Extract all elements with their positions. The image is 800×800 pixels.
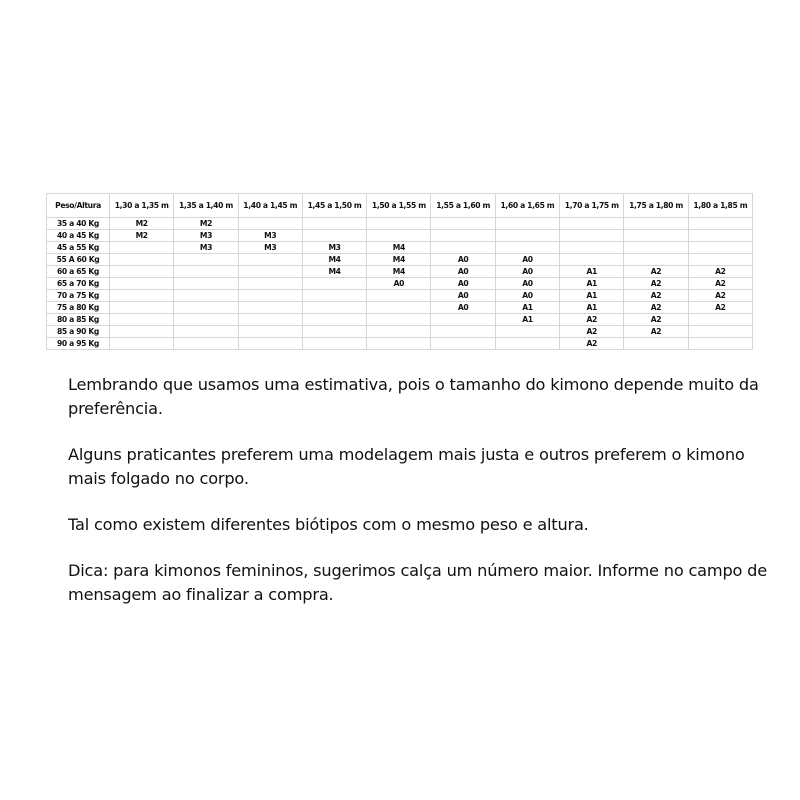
size-cell: [560, 218, 624, 230]
size-cell: A0: [495, 290, 559, 302]
weight-cell: 35 a 40 Kg: [47, 218, 110, 230]
size-cell: M2: [110, 230, 174, 242]
size-cell: A0: [431, 302, 495, 314]
size-cell: [367, 314, 431, 326]
size-cell: [688, 254, 752, 266]
size-cell: [302, 326, 366, 338]
size-cell: M3: [238, 230, 302, 242]
size-cell: A2: [624, 278, 688, 290]
size-cell: [624, 242, 688, 254]
size-cell: [367, 326, 431, 338]
size-cell: M3: [238, 242, 302, 254]
size-cell: [431, 218, 495, 230]
size-chart-body: [47, 218, 753, 350]
size-cell: [238, 302, 302, 314]
size-cell: [431, 326, 495, 338]
size-cell: M4: [302, 254, 366, 266]
size-cell: M4: [367, 242, 431, 254]
size-cell: A0: [495, 266, 559, 278]
table-row: [47, 290, 753, 302]
weight-cell: 45 a 55 Kg: [47, 242, 110, 254]
size-cell: M4: [367, 254, 431, 266]
size-cell: [174, 302, 238, 314]
size-cell: M3: [302, 242, 366, 254]
size-cell: [302, 278, 366, 290]
size-cell: A2: [688, 278, 752, 290]
size-cell: [431, 230, 495, 242]
header-weight-height: Peso/Altura: [47, 194, 110, 218]
header-height: 1,30 a 1,35 m: [110, 194, 174, 218]
header-height: 1,35 a 1,40 m: [174, 194, 238, 218]
table-row: [47, 266, 753, 278]
size-cell: A1: [560, 290, 624, 302]
size-cell: [688, 218, 752, 230]
size-cell: A2: [688, 290, 752, 302]
size-cell: [174, 338, 238, 350]
size-cell: [495, 218, 559, 230]
header-row: [47, 194, 753, 218]
weight-cell: 90 a 95 Kg: [47, 338, 110, 350]
size-cell: [302, 230, 366, 242]
size-cell: [302, 290, 366, 302]
header-height: 1,80 a 1,85 m: [688, 194, 752, 218]
size-cell: [495, 230, 559, 242]
size-cell: [110, 314, 174, 326]
size-cell: A0: [431, 266, 495, 278]
size-cell: [560, 254, 624, 266]
size-cell: A1: [560, 266, 624, 278]
header-height: 1,45 a 1,50 m: [302, 194, 366, 218]
header-height: 1,75 a 1,80 m: [624, 194, 688, 218]
size-cell: [174, 314, 238, 326]
size-cell: A2: [624, 326, 688, 338]
weight-cell: 65 a 70 Kg: [47, 278, 110, 290]
size-cell: [624, 338, 688, 350]
note-fit-preference: Alguns praticantes preferem uma modelagem mais justa e outros preferem o kimono mais folgado no corpo.: [68, 445, 745, 488]
size-cell: A2: [560, 314, 624, 326]
size-cell: M2: [110, 218, 174, 230]
size-cell: [110, 302, 174, 314]
table-row: [47, 278, 753, 290]
size-cell: A2: [560, 338, 624, 350]
size-cell: A0: [367, 278, 431, 290]
size-cell: A0: [495, 254, 559, 266]
size-cell: [367, 218, 431, 230]
size-cell: A1: [560, 302, 624, 314]
size-cell: A2: [624, 290, 688, 302]
weight-cell: 60 a 65 Kg: [47, 266, 110, 278]
size-cell: [110, 266, 174, 278]
size-cell: [367, 230, 431, 242]
size-cell: [431, 338, 495, 350]
weight-cell: 40 a 45 Kg: [47, 230, 110, 242]
size-cell: [688, 230, 752, 242]
size-cell: [238, 266, 302, 278]
notes-section: [68, 373, 768, 629]
size-cell: M4: [302, 266, 366, 278]
size-cell: [110, 326, 174, 338]
table-row: [47, 254, 753, 266]
table-row: [47, 242, 753, 254]
note-estimate: Lembrando que usamos uma estimativa, pois o tamanho do kimono depende muito da preferência.: [68, 375, 759, 418]
size-chart-table: [46, 193, 753, 350]
size-cell: [367, 302, 431, 314]
size-cell: [624, 254, 688, 266]
size-cell: A2: [688, 266, 752, 278]
size-cell: [688, 242, 752, 254]
size-cell: [174, 290, 238, 302]
size-cell: [560, 242, 624, 254]
size-cell: A2: [624, 266, 688, 278]
size-cell: [174, 254, 238, 266]
size-cell: [624, 218, 688, 230]
size-cell: [688, 338, 752, 350]
weight-cell: 75 a 80 Kg: [47, 302, 110, 314]
header-height: 1,50 a 1,55 m: [367, 194, 431, 218]
size-cell: [238, 338, 302, 350]
size-cell: A2: [688, 302, 752, 314]
table-row: [47, 314, 753, 326]
size-cell: [367, 338, 431, 350]
size-cell: [495, 338, 559, 350]
size-cell: A1: [495, 302, 559, 314]
table-row: [47, 218, 753, 230]
size-cell: A2: [624, 302, 688, 314]
header-height: 1,55 a 1,60 m: [431, 194, 495, 218]
size-cell: [174, 326, 238, 338]
size-cell: [238, 254, 302, 266]
size-cell: [238, 290, 302, 302]
size-cell: [110, 278, 174, 290]
size-cell: [238, 278, 302, 290]
size-cell: [238, 314, 302, 326]
weight-cell: 55 A 60 Kg: [47, 254, 110, 266]
size-cell: [302, 218, 366, 230]
size-cell: [560, 230, 624, 242]
table-row: [47, 302, 753, 314]
size-cell: [688, 326, 752, 338]
size-cell: A0: [431, 254, 495, 266]
size-cell: [302, 302, 366, 314]
size-cell: [495, 326, 559, 338]
size-cell: [110, 242, 174, 254]
note-body-types: Tal como existem diferentes biótipos com o mesmo peso e altura.: [68, 515, 589, 534]
size-cell: A1: [495, 314, 559, 326]
size-cell: A0: [431, 290, 495, 302]
table-row: [47, 326, 753, 338]
weight-cell: 85 a 90 Kg: [47, 326, 110, 338]
table-row: [47, 230, 753, 242]
size-cell: A2: [624, 314, 688, 326]
weight-cell: 70 a 75 Kg: [47, 290, 110, 302]
weight-cell: 80 a 85 Kg: [47, 314, 110, 326]
size-cell: [110, 290, 174, 302]
size-cell: [431, 242, 495, 254]
size-cell: A0: [431, 278, 495, 290]
size-cell: [302, 314, 366, 326]
size-cell: M3: [174, 230, 238, 242]
size-cell: [238, 326, 302, 338]
size-cell: [174, 266, 238, 278]
size-cell: [174, 278, 238, 290]
size-cell: [110, 338, 174, 350]
size-cell: A2: [560, 326, 624, 338]
size-cell: [367, 290, 431, 302]
size-cell: M4: [367, 266, 431, 278]
size-cell: [495, 242, 559, 254]
size-cell: M3: [174, 242, 238, 254]
size-cell: M2: [174, 218, 238, 230]
header-height: 1,40 a 1,45 m: [238, 194, 302, 218]
size-cell: [238, 218, 302, 230]
size-cell: [302, 338, 366, 350]
size-cell: [624, 230, 688, 242]
size-cell: A0: [495, 278, 559, 290]
header-height: 1,70 a 1,75 m: [560, 194, 624, 218]
size-cell: [110, 254, 174, 266]
header-height: 1,60 a 1,65 m: [495, 194, 559, 218]
size-cell: A1: [560, 278, 624, 290]
table-row: [47, 338, 753, 350]
size-cell: [688, 314, 752, 326]
note-tip: Dica: para kimonos femininos, sugerimos calça um número maior. Informe no campo de mensagem ao finalizar a compra.: [68, 561, 768, 604]
size-cell: [431, 314, 495, 326]
